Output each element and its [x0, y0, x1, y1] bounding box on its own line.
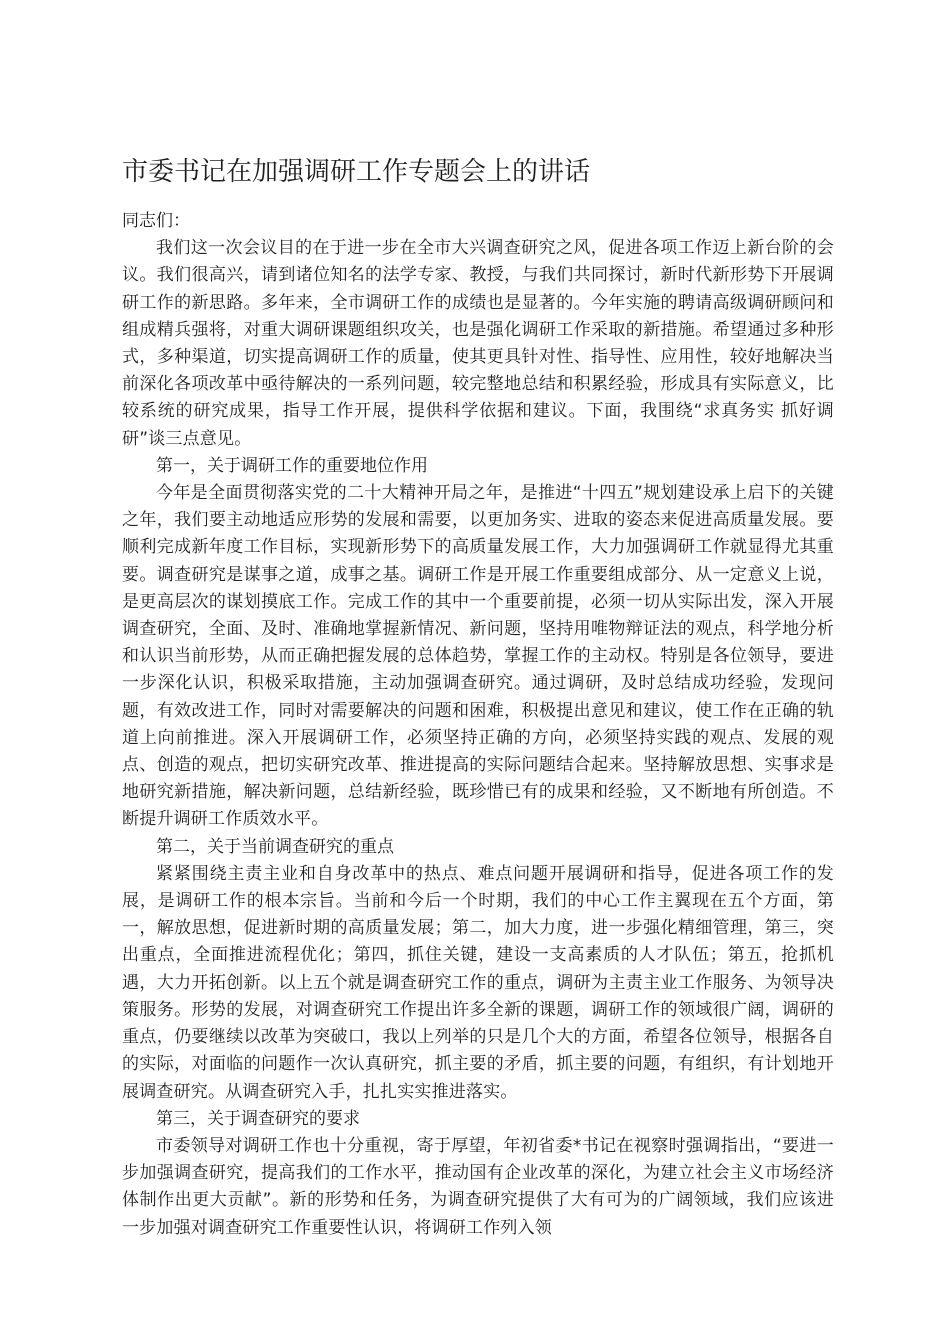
section-heading-2: 第二，关于当前调查研究的重点 [156, 836, 394, 857]
section-heading-3: 第三，关于调查研究的要求 [156, 1108, 360, 1129]
salutation: 同志们： [122, 211, 190, 231]
section-body-1: 今年是全面贯彻落实党的二十大精神开局之年，是推进“十四五”规划建设承上启下的关键之年，我们要主动地适应形势的发展和需要，以更加务实、进取的姿态来促进高质量发展。要顺利完成新年度工作目标，实现新形势下的高质量发展工作，大力加强调研工作就显得尤其重要。调查研究是谋事之道，成事之基。调研工作是开展工作重要组成部分、从一定意义上说，是更高层次的谋划摸底工作。完成工作的其中一个重要前提，必须一切从实际出发，深入开展调查研究，全面、及时、准确地掌握新情况、新问题，坚持用唯物辩证法的观点，科学地分析和认识当前形势，从而正确把握发展的总体趋势，掌握工作的主动权。特别是各位领导，要进一步深化认识，积极采取措施，主动加强调查研究。通过调研，及时总结成功经验，发现问题，有效改进工作，同时对需要解决的问题和困难，积极提出意见和建议，使工作在正确的轨道上向前推进。深入开展调研工作，必须坚持正确的方向，必须坚持实践的观点、发展的观点、创造的观点，把切实研究改革、推进提高的实际问题结合起来。坚持解放思想、实事求是地研究新措施，解决新问题，总结新经验，既珍惜已有的成果和经验，又不断地有所创造。不断提升调研工作质效水平。 [122, 483, 834, 830]
section-body-3: 市委领导对调研工作也十分重视，寄于厚望，年初省委*书记在视察时强调指出，“要进一步加强调查研究，提高我们的工作水平，推动国有企业改革的深化，为建立社会主义市场经济体制作出更大贡献”。新的形势和任务，为调查研究提供了大有可为的广阔领域，我们应该进一步加强对调查研究工作重要性认识，将调研工作列入领 [122, 1135, 834, 1238]
document-page [122, 150, 834, 1242]
document-title: 市委书记在加强调研工作专题会上的讲话 [122, 157, 591, 187]
intro-paragraph: 我们这一次会议目的在于进一步在全市大兴调查研究之风，促进各项工作迈上新台阶的会议。我们很高兴，请到诸位知名的法学专家、教授，与我们共同探讨，新时代新形势下开展调研工作的新思路。多年来，全市调研工作的成绩也是显著的。今年实施的聘请高级调研顾问和组成精兵强将，对重大调研课题组织攻关，也是强化调研工作采取的新措施。希望通过多种形式，多种渠道，切实提高调研工作的质量，使其更具针对性、指导性、应用性，较好地解决当前深化各项改革中亟待解决的一系列问题，较完整地总结和积累经验，形成具有实际意义，比较系统的研究成果，指导工作开展，提供科学依据和建议。下面，我围绕“求真务实 抓好调研”谈三点意见。 [122, 238, 834, 449]
section-heading-1: 第一，关于调研工作的重要地位作用 [156, 455, 428, 476]
section-body-2: 紧紧围绕主责主业和自身改革中的热点、难点问题开展调研和指导，促进各项工作的发展，是调研工作的根本宗旨。当前和今后一个时期，我们的中心工作主翼现在五个方面，第一，解放思想，促进新时期的高质量发展；第二，加大力度，进一步强化精细管理，第三，突出重点，全面推进流程优化；第四，抓住关键，建设一支高素质的人才队伍；第五，抢抓机遇，大力开拓创新。以上五个就是调查研究工作的重点，调研为主责主业工作服务、为领导决策服务。形势的发展，对调查研究工作提出许多全新的课题，调研工作的领域很广阔，调研的重点，仍要继续以改革为突破口，我以上列举的只是几个大的方面，希望各位领导，根据各自的实际，对面临的问题作一次认真研究，抓主要的矛盾，抓主要的问题，有组织，有计划地开展调查研究。从调查研究入手，扎扎实实推进落实。 [122, 863, 834, 1102]
